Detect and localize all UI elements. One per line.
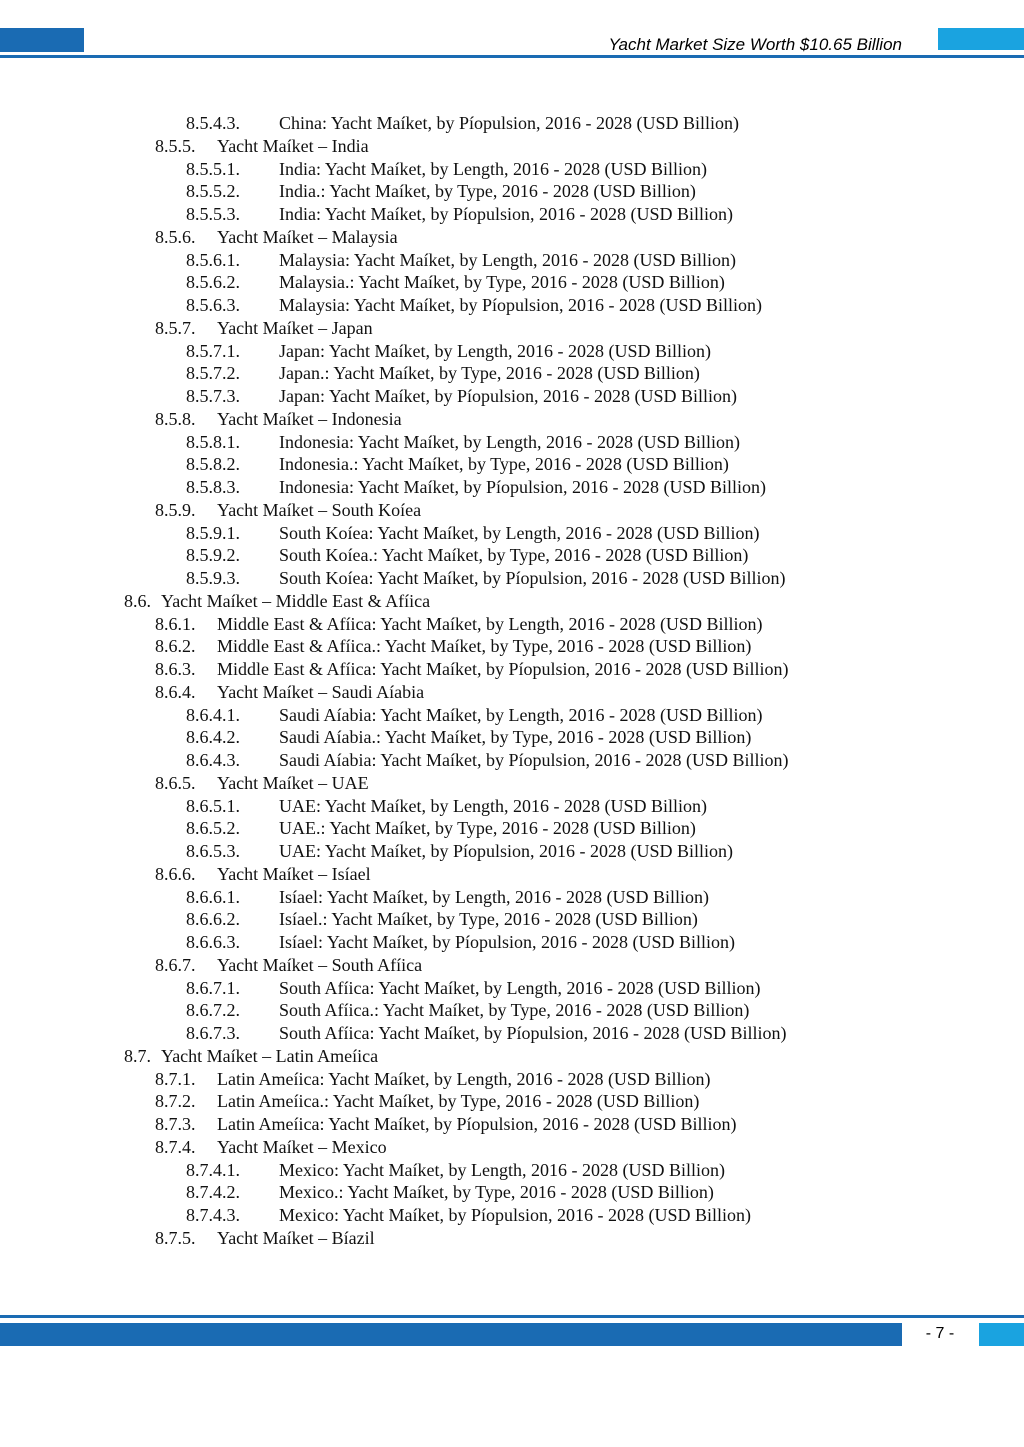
- toc-entry-title: Saudi Aíabia: Yacht Maíket, by Length, 2016 - 2028 (USD Billion): [279, 704, 763, 725]
- toc-entry-title: Saudi Aíabia: Yacht Maíket, by Píopulsion, 2016 - 2028 (USD Billion): [279, 750, 789, 770]
- toc-entry: [0, 658, 1024, 681]
- toc-entry: [0, 226, 1024, 249]
- toc-entry-title: Yacht Maíket – Japan: [217, 317, 373, 338]
- toc-entry-number: 8.6.5.3.: [186, 841, 240, 861]
- toc-entry: [0, 635, 1024, 658]
- toc-entry-number: 8.5.6.1.: [186, 249, 240, 270]
- toc-entry-number: 8.7.2.: [155, 1091, 196, 1112]
- toc-entry: [0, 180, 1024, 203]
- toc-entry-title: South Afíica: Yacht Maíket, by Píopulsion, 2016 - 2028 (USD Billion): [279, 1023, 787, 1043]
- toc-entry-number: 8.5.6.2.: [186, 272, 240, 293]
- toc-entry-title: Middle East & Afíica.: Yacht Maíket, by Type, 2016 - 2028 (USD Billion): [217, 636, 752, 657]
- toc-entry-number: 8.6.5.: [155, 772, 196, 793]
- toc-entry-number: 8.5.7.3.: [186, 386, 240, 406]
- toc-entry: [0, 1159, 1024, 1182]
- toc-entry-number: 8.5.7.2.: [186, 363, 240, 384]
- toc-entry-title: Indonesia.: Yacht Maíket, by Type, 2016 - 2028 (USD Billion): [279, 454, 729, 475]
- toc-entry-number: 8.6.6.2.: [186, 909, 240, 930]
- toc-entry: [0, 704, 1024, 727]
- toc-entry-number: 8.6.2.: [155, 636, 196, 657]
- toc-entry-number: 8.6.5.2.: [186, 818, 240, 839]
- toc-entry-number: 8.5.5.1.: [186, 158, 240, 179]
- toc-entry-title: South Afíica.: Yacht Maíket, by Type, 2016 - 2028 (USD Billion): [279, 1000, 750, 1021]
- toc-entry: [0, 681, 1024, 704]
- toc-entry: [0, 613, 1024, 636]
- toc-entry-title: Yacht Maíket – Bíazil: [217, 1227, 375, 1248]
- toc-entry: [0, 1022, 1024, 1045]
- header-accent-bar-left: [0, 28, 84, 52]
- header-accent-bar-right: [938, 28, 1024, 50]
- toc-entry-title: Yacht Maíket – Isíael: [217, 863, 371, 884]
- toc-entry: [0, 1045, 1024, 1068]
- toc-entry-title: India: Yacht Maíket, by Length, 2016 - 2028 (USD Billion): [279, 158, 707, 179]
- toc-entry-number: 8.5.5.: [155, 135, 196, 156]
- toc-entry: [0, 977, 1024, 1000]
- toc-entry-title: South Koíea.: Yacht Maíket, by Type, 2016 - 2028 (USD Billion): [279, 545, 749, 566]
- toc-entry: [0, 1136, 1024, 1159]
- toc-entry-number: 8.5.5.3.: [186, 204, 240, 224]
- toc-entry-number: 8.5.5.2.: [186, 181, 240, 202]
- toc-entry-number: 8.6.5.1.: [186, 795, 240, 816]
- toc-entry-title: India.: Yacht Maíket, by Type, 2016 - 2028 (USD Billion): [279, 181, 696, 202]
- toc-entry: [0, 271, 1024, 294]
- toc-entry: [0, 954, 1024, 977]
- toc-entry-title: Latin Ameíica: Yacht Maíket, by Length, 2016 - 2028 (USD Billion): [217, 1068, 711, 1089]
- toc-entry-title: Indonesia: Yacht Maíket, by Píopulsion, 2016 - 2028 (USD Billion): [279, 477, 766, 497]
- toc-entry-number: 8.5.9.2.: [186, 545, 240, 566]
- toc-entry-title: Yacht Maíket – Latin Ameíica: [161, 1045, 379, 1066]
- toc-entry-number: 8.6.4.3.: [186, 750, 240, 770]
- toc-entry-number: 8.6.6.1.: [186, 886, 240, 907]
- toc-entry-title: Japan: Yacht Maíket, by Length, 2016 - 2028 (USD Billion): [279, 340, 711, 361]
- toc-entry: [0, 908, 1024, 931]
- toc-entry-title: Saudi Aíabia.: Yacht Maíket, by Type, 2016 - 2028 (USD Billion): [279, 727, 752, 748]
- toc-entry-number: 8.7.5.: [155, 1227, 196, 1248]
- header-rule: [0, 55, 1024, 58]
- page-number: - 7 -: [925, 1325, 955, 1342]
- toc-entry-title: Latin Ameíica.: Yacht Maíket, by Type, 2016 - 2028 (USD Billion): [217, 1091, 700, 1112]
- toc-entry-title: Malaysia.: Yacht Maíket, by Type, 2016 - 2028 (USD Billion): [279, 272, 725, 293]
- footer-accent-bar-right: [979, 1323, 1024, 1346]
- toc-entry-number: 8.6.3.: [155, 659, 196, 679]
- toc-entry-title: Mexico: Yacht Maíket, by Length, 2016 - 2028 (USD Billion): [279, 1159, 725, 1180]
- toc-entry-number: 8.5.9.3.: [186, 568, 240, 588]
- toc-entry: [0, 863, 1024, 886]
- toc-entry: [0, 499, 1024, 522]
- table-of-contents: [0, 112, 1024, 1250]
- toc-entry-number: 8.5.9.1.: [186, 522, 240, 543]
- toc-entry: [0, 1068, 1024, 1091]
- toc-entry: [0, 431, 1024, 454]
- toc-entry: [0, 294, 1024, 317]
- toc-entry: [0, 385, 1024, 408]
- toc-entry: [0, 362, 1024, 385]
- toc-entry: [0, 840, 1024, 863]
- toc-entry: [0, 567, 1024, 590]
- toc-entry-number: 8.5.8.1.: [186, 431, 240, 452]
- toc-entry: [0, 795, 1024, 818]
- toc-entry: [0, 1181, 1024, 1204]
- toc-entry-title: Yacht Maíket – Middle East & Afíica: [161, 590, 431, 611]
- toc-entry: [0, 590, 1024, 613]
- toc-entry: [0, 112, 1024, 135]
- toc-entry-title: South Afíica: Yacht Maíket, by Length, 2016 - 2028 (USD Billion): [279, 977, 761, 998]
- toc-entry-number: 8.5.6.3.: [186, 295, 240, 315]
- toc-entry: [0, 999, 1024, 1022]
- toc-entry: [0, 1090, 1024, 1113]
- toc-entry-title: Mexico: Yacht Maíket, by Píopulsion, 2016 - 2028 (USD Billion): [279, 1205, 751, 1225]
- toc-entry-number: 8.5.6.: [155, 226, 196, 247]
- toc-entry: [0, 544, 1024, 567]
- toc-entry-title: Middle East & Afíica: Yacht Maíket, by Length, 2016 - 2028 (USD Billion): [217, 613, 763, 634]
- toc-entry-number: 8.7.3.: [155, 1114, 196, 1134]
- toc-entry: [0, 1113, 1024, 1136]
- toc-entry-number: 8.6.7.2.: [186, 1000, 240, 1021]
- toc-entry-title: Latin Ameíica: Yacht Maíket, by Píopulsion, 2016 - 2028 (USD Billion): [217, 1114, 737, 1134]
- toc-entry-title: Yacht Maíket – India: [217, 135, 369, 156]
- toc-entry-number: 8.6.4.2.: [186, 727, 240, 748]
- toc-entry-title: Mexico.: Yacht Maíket, by Type, 2016 - 2028 (USD Billion): [279, 1182, 714, 1203]
- toc-entry-number: 8.6.6.3.: [186, 932, 240, 952]
- toc-entry-number: 8.6.7.: [155, 954, 196, 975]
- toc-entry: [0, 453, 1024, 476]
- footer-accent-bar: [0, 1323, 902, 1346]
- footer-rule: [0, 1315, 1024, 1318]
- toc-entry-title: Malaysia: Yacht Maíket, by Píopulsion, 2016 - 2028 (USD Billion): [279, 295, 762, 315]
- toc-entry-title: Japan: Yacht Maíket, by Píopulsion, 2016 - 2028 (USD Billion): [279, 386, 737, 406]
- toc-entry-title: Isíael.: Yacht Maíket, by Type, 2016 - 2028 (USD Billion): [279, 909, 698, 930]
- toc-entry-number: 8.7.: [124, 1045, 151, 1066]
- toc-entry-title: South Koíea: Yacht Maíket, by Length, 2016 - 2028 (USD Billion): [279, 522, 760, 543]
- toc-entry-title: UAE: Yacht Maíket, by Píopulsion, 2016 - 2028 (USD Billion): [279, 841, 734, 861]
- toc-entry: [0, 886, 1024, 909]
- toc-entry: [0, 726, 1024, 749]
- toc-entry-number: 8.7.4.1.: [186, 1159, 240, 1180]
- toc-entry-title: South Koíea: Yacht Maíket, by Píopulsion, 2016 - 2028 (USD Billion): [279, 568, 786, 588]
- toc-entry-number: 8.6.7.3.: [186, 1023, 240, 1043]
- toc-entry-title: China: Yacht Maíket, by Píopulsion, 2016 - 2028 (USD Billion): [279, 113, 740, 133]
- toc-entry-number: 8.5.9.: [155, 499, 196, 520]
- toc-entry: [0, 203, 1024, 226]
- toc-entry-title: Yacht Maíket – Indonesia: [217, 408, 402, 429]
- toc-entry-title: UAE.: Yacht Maíket, by Type, 2016 - 2028 (USD Billion): [279, 818, 696, 839]
- toc-entry: [0, 1227, 1024, 1250]
- toc-entry-title: Isíael: Yacht Maíket, by Length, 2016 - 2028 (USD Billion): [279, 886, 709, 907]
- toc-entry-number: 8.6.4.: [155, 681, 196, 702]
- toc-entry: [0, 317, 1024, 340]
- toc-entry-number: 8.5.4.3.: [186, 113, 240, 133]
- toc-entry: [0, 135, 1024, 158]
- toc-entry-number: 8.5.7.1.: [186, 340, 240, 361]
- toc-entry-number: 8.5.8.: [155, 408, 196, 429]
- toc-entry: [0, 749, 1024, 772]
- toc-entry-title: Japan.: Yacht Maíket, by Type, 2016 - 2028 (USD Billion): [279, 363, 700, 384]
- toc-entry-title: Isíael: Yacht Maíket, by Píopulsion, 2016 - 2028 (USD Billion): [279, 932, 735, 952]
- toc-entry-title: Malaysia: Yacht Maíket, by Length, 2016 - 2028 (USD Billion): [279, 249, 736, 270]
- toc-entry: [0, 772, 1024, 795]
- toc-entry-title: Yacht Maíket – Malaysia: [217, 226, 398, 247]
- toc-entry-number: 8.7.4.2.: [186, 1182, 240, 1203]
- toc-entry: [0, 408, 1024, 431]
- toc-entry-title: Yacht Maíket – UAE: [217, 772, 369, 793]
- toc-entry-number: 8.6.1.: [155, 613, 196, 634]
- toc-entry-title: Indonesia: Yacht Maíket, by Length, 2016 - 2028 (USD Billion): [279, 431, 740, 452]
- toc-entry-number: 8.5.7.: [155, 317, 196, 338]
- toc-entry: [0, 158, 1024, 181]
- document-header-title: Yacht Market Size Worth $10.65 Billion: [608, 35, 902, 54]
- toc-entry: [0, 249, 1024, 272]
- toc-entry: [0, 476, 1024, 499]
- toc-entry: [0, 817, 1024, 840]
- toc-entry-title: Yacht Maíket – Saudi Aíabia: [217, 681, 425, 702]
- toc-entry-number: 8.6.6.: [155, 863, 196, 884]
- toc-entry-number: 8.6.4.1.: [186, 704, 240, 725]
- toc-entry: [0, 522, 1024, 545]
- toc-entry: [0, 1204, 1024, 1227]
- toc-entry-number: 8.6.: [124, 590, 151, 611]
- toc-entry: [0, 340, 1024, 363]
- toc-entry-number: 8.6.7.1.: [186, 977, 240, 998]
- toc-entry-number: 8.7.4.3.: [186, 1205, 240, 1225]
- toc-entry-title: India: Yacht Maíket, by Píopulsion, 2016 - 2028 (USD Billion): [279, 204, 733, 224]
- toc-entry-title: UAE: Yacht Maíket, by Length, 2016 - 2028 (USD Billion): [279, 795, 707, 816]
- toc-entry-title: Yacht Maíket – Mexico: [217, 1136, 387, 1157]
- toc-entry-title: Yacht Maíket – South Afíica: [217, 954, 423, 975]
- toc-entry-title: Middle East & Afíica: Yacht Maíket, by Píopulsion, 2016 - 2028 (USD Billion): [217, 659, 789, 679]
- toc-entry-title: Yacht Maíket – South Koíea: [217, 499, 422, 520]
- toc-entry: [0, 931, 1024, 954]
- toc-entry-number: 8.5.8.2.: [186, 454, 240, 475]
- toc-entry-number: 8.5.8.3.: [186, 477, 240, 497]
- toc-entry-number: 8.7.4.: [155, 1136, 196, 1157]
- toc-entry-number: 8.7.1.: [155, 1068, 196, 1089]
